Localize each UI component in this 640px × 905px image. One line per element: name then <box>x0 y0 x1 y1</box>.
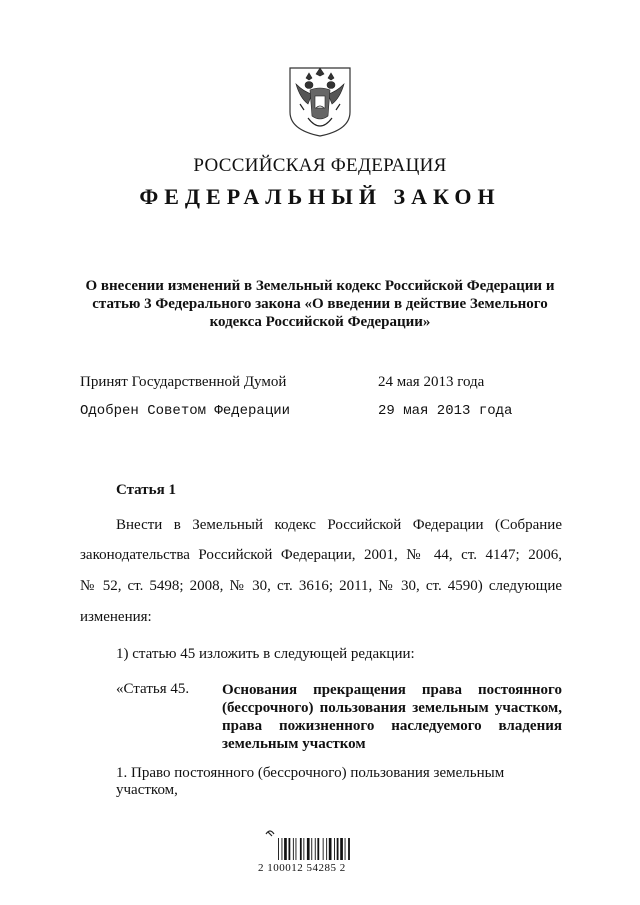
article-1-item-1: 1) статью 45 изложить в следующей редакции: <box>116 646 415 662</box>
article-45-heading <box>222 681 562 753</box>
approved-by-council-label: Одобрен Советом Федерации <box>80 403 291 419</box>
barcode <box>258 828 378 888</box>
article-1-text-line: законодательства Российской Федерации, 2001, № 44, ст. 4147; 2006, <box>80 547 562 563</box>
country-heading: РОССИЙСКАЯ ФЕДЕРАЦИЯ <box>193 155 447 176</box>
article-1-heading: Статья 1 <box>116 482 176 498</box>
coat-of-arms-emblem <box>286 64 354 138</box>
law-title-line: О внесении изменений в Земельный кодекс Российской Федерации и <box>85 278 555 294</box>
article-45-heading-line: (бессрочного) пользования земельным участком, <box>222 700 562 716</box>
article-45-point-1: 1. Право постоянного (бессрочного) пользования земельным участком, <box>116 765 505 798</box>
article-1-text-line: изменения: <box>80 609 152 625</box>
article-1-text-line: Внести в Земельный кодекс Российской Федерации (Собрание <box>116 517 562 533</box>
law-title-line: кодекса Российской Федерации» <box>209 314 431 330</box>
article-45-label: «Статья 45. <box>116 681 190 697</box>
law-title-line: статью 3 Федерального закона «О введении в действие Земельного <box>92 296 548 312</box>
article-45-heading-line: земельным участком <box>222 736 366 752</box>
article-45-heading-line: права пожизненного наследуемого владения <box>222 718 562 734</box>
barcode-number: 2 100012 54285 2 <box>258 862 346 874</box>
adopted-by-duma-label: Принят Государственной Думой <box>80 374 287 390</box>
article-1-text-line: № 52, ст. 5498; 2008, № 30, ст. 3616; 2011, № 30, ст. 4590) следующие <box>80 578 562 594</box>
adopted-by-duma-date: 24 мая 2013 года <box>378 374 485 390</box>
article-45-heading-line: Основания прекращения права постоянного <box>222 682 562 698</box>
law-title <box>80 277 560 331</box>
approved-by-council-date: 29 мая 2013 года <box>378 403 513 419</box>
document-type-heading: ФЕДЕРАЛЬНЫЙ ЗАКОН <box>139 184 501 209</box>
